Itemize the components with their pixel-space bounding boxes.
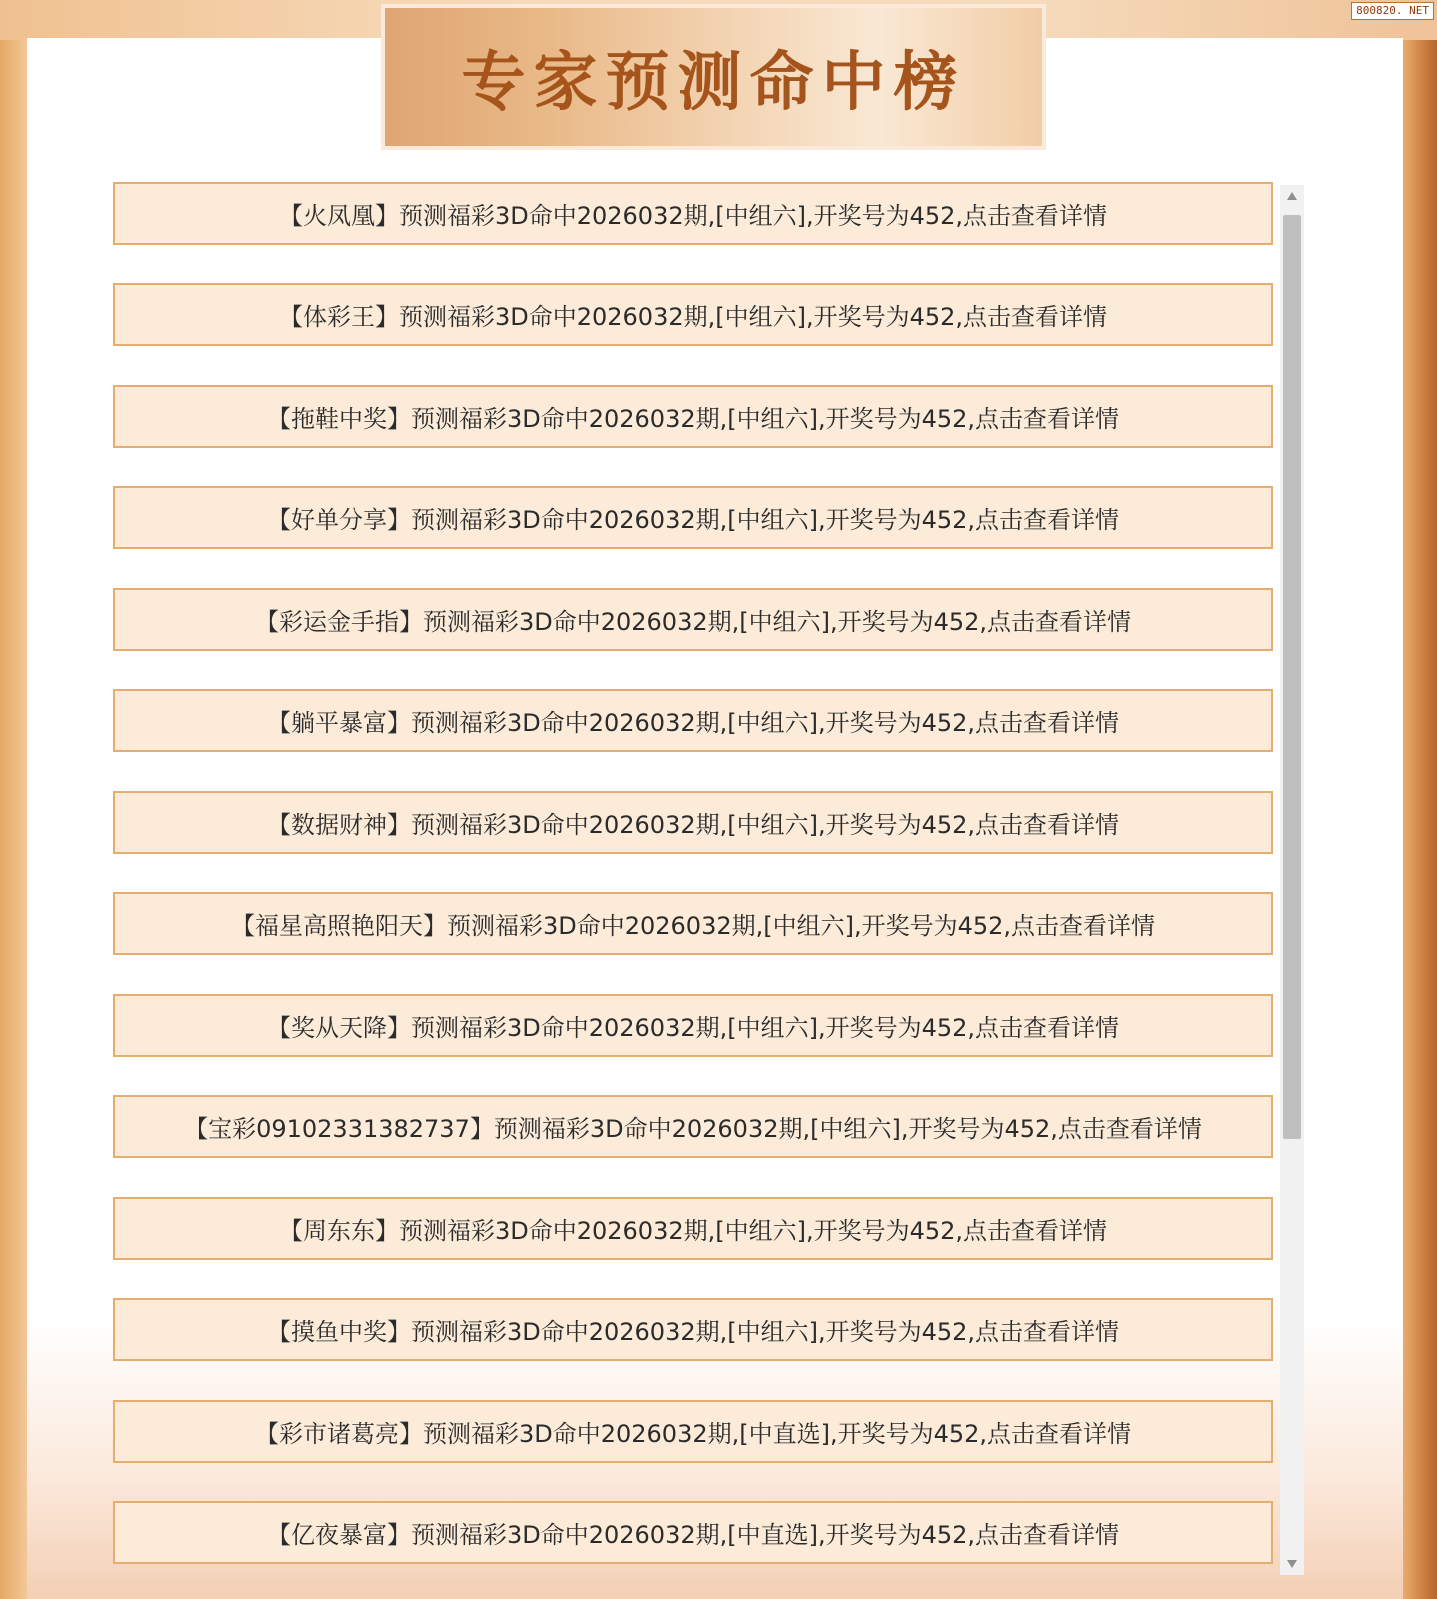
title-banner (381, 4, 1046, 150)
watermark-badge: 800820. NET (1351, 2, 1434, 20)
vertical-scrollbar[interactable] (1280, 185, 1304, 1575)
triangle-down-icon (1287, 1560, 1297, 1568)
list-item[interactable]: 【拖鞋中奖】预测福彩3D命中2026032期,[中组六],开奖号为452,点击查看详情 (113, 385, 1273, 448)
list-item[interactable]: 【宝彩09102331382737】预测福彩3D命中2026032期,[中组六],开奖号为452,点击查看详情 (113, 1095, 1273, 1158)
triangle-up-icon (1287, 192, 1297, 200)
scroll-down-button[interactable] (1280, 1553, 1304, 1575)
list-item[interactable]: 【躺平暴富】预测福彩3D命中2026032期,[中组六],开奖号为452,点击查看详情 (113, 689, 1273, 752)
list-item[interactable]: 【福星高照艳阳天】预测福彩3D命中2026032期,[中组六],开奖号为452,点击查看详情 (113, 892, 1273, 955)
list-item[interactable]: 【火凤凰】预测福彩3D命中2026032期,[中组六],开奖号为452,点击查看详情 (113, 182, 1273, 245)
list-item[interactable]: 【奖从天降】预测福彩3D命中2026032期,[中组六],开奖号为452,点击查看详情 (113, 994, 1273, 1057)
list-item[interactable]: 【体彩王】预测福彩3D命中2026032期,[中组六],开奖号为452,点击查看详情 (113, 283, 1273, 346)
list-item[interactable]: 【摸鱼中奖】预测福彩3D命中2026032期,[中组六],开奖号为452,点击查看详情 (113, 1298, 1273, 1361)
list-item[interactable]: 【彩运金手指】预测福彩3D命中2026032期,[中组六],开奖号为452,点击查看详情 (113, 588, 1273, 651)
list-item[interactable]: 【周东东】预测福彩3D命中2026032期,[中组六],开奖号为452,点击查看详情 (113, 1197, 1273, 1260)
scroll-up-button[interactable] (1280, 185, 1304, 207)
list-item[interactable]: 【数据财神】预测福彩3D命中2026032期,[中组六],开奖号为452,点击查看详情 (113, 791, 1273, 854)
prediction-list-container[interactable] (113, 182, 1306, 1575)
page-title: 专家预测命中榜 (461, 46, 966, 120)
list-item[interactable]: 【彩市诸葛亮】预测福彩3D命中2026032期,[中直选],开奖号为452,点击查看详情 (113, 1400, 1273, 1463)
scroll-thumb[interactable] (1283, 215, 1301, 1139)
list-item[interactable]: 【亿夜暴富】预测福彩3D命中2026032期,[中直选],开奖号为452,点击查看详情 (113, 1501, 1273, 1564)
list-item[interactable]: 【好单分享】预测福彩3D命中2026032期,[中组六],开奖号为452,点击查看详情 (113, 486, 1273, 549)
